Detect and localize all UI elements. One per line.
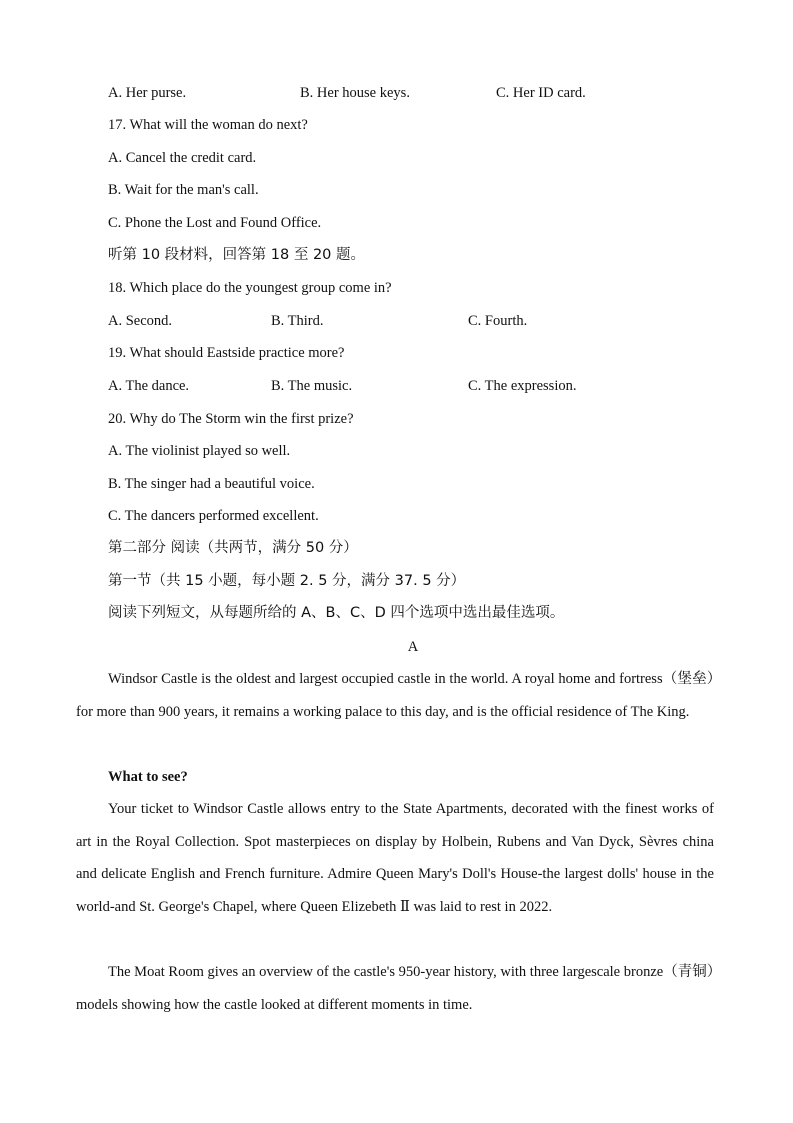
q19-stem: 19. What should Eastside practice more? [108,345,345,361]
section10-instruction: 听第 10 段材料，回答第 18 至 20 题。 [108,247,366,263]
q19-option-c: C. The expression. [468,378,577,394]
q19-option-b: B. The music. [271,378,353,394]
q18-option-c: C. Fourth. [468,313,528,329]
passage-paragraph-1: Windsor Castle is the oldest and largest occupied castle in the world. A royal home and fortress（堡垒）for more than 900 years, it remains a working palace to this day, and is the official residence of The King. [76,671,714,720]
q20-option-a: A. The violinist played so well. [108,443,291,459]
q19-option-a: A. The dance. [108,378,190,394]
passage-paragraph-3: The Moat Room gives an overview of the castle's 950-year history, with three largescale bronze（青铜）models showing how the castle looked at different moments in time. [76,964,714,1013]
q16-option-b: B. Her house keys. [300,85,410,101]
q20-stem: 20. Why do The Storm win the first prize? [108,411,354,427]
q18-option-a: A. Second. [108,313,173,329]
passage-paragraph-2: Your ticket to Windsor Castle allows entry to the State Apartments, decorated with the finest works of art in the Royal Collection. Spot masterpieces on display by Holbein, Rubens and Van Dyck, Sèvres china and delicate English and French furniture. Admire Queen Mary's Doll's House-the largest dolls' house in the world-and St. George's Chapel, where Queen Elizebeth Ⅱ was laid to rest in 2022. [76,801,714,916]
passage-heading: What to see? [108,769,188,785]
q16-option-c: C. Her ID card. [496,85,586,101]
q17-option-a: A. Cancel the credit card. [108,150,257,166]
q20-option-c: C. The dancers performed excellent. [108,508,319,524]
reading-instruction: 阅读下列短文，从每题所给的 A、B、C、D 四个选项中选出最佳选项。 [108,605,565,621]
q17-option-b: B. Wait for the man's call. [108,182,259,198]
q17-option-c: C. Phone the Lost and Found Office. [108,215,322,231]
part2-title: 第二部分 阅读（共两节，满分 50 分） [108,540,358,556]
passage-letter: A [407,639,419,655]
q20-option-b: B. The singer had a beautiful voice. [108,476,315,492]
q16-option-a: A. Her purse. [108,85,187,101]
section1-title: 第一节（共 15 小题，每小题 2. 5 分，满分 37. 5 分） [108,573,466,589]
q18-option-b: B. Third. [271,313,324,329]
q18-stem: 18. Which place do the youngest group come in? [108,280,392,296]
q17-stem: 17. What will the woman do next? [108,117,308,133]
